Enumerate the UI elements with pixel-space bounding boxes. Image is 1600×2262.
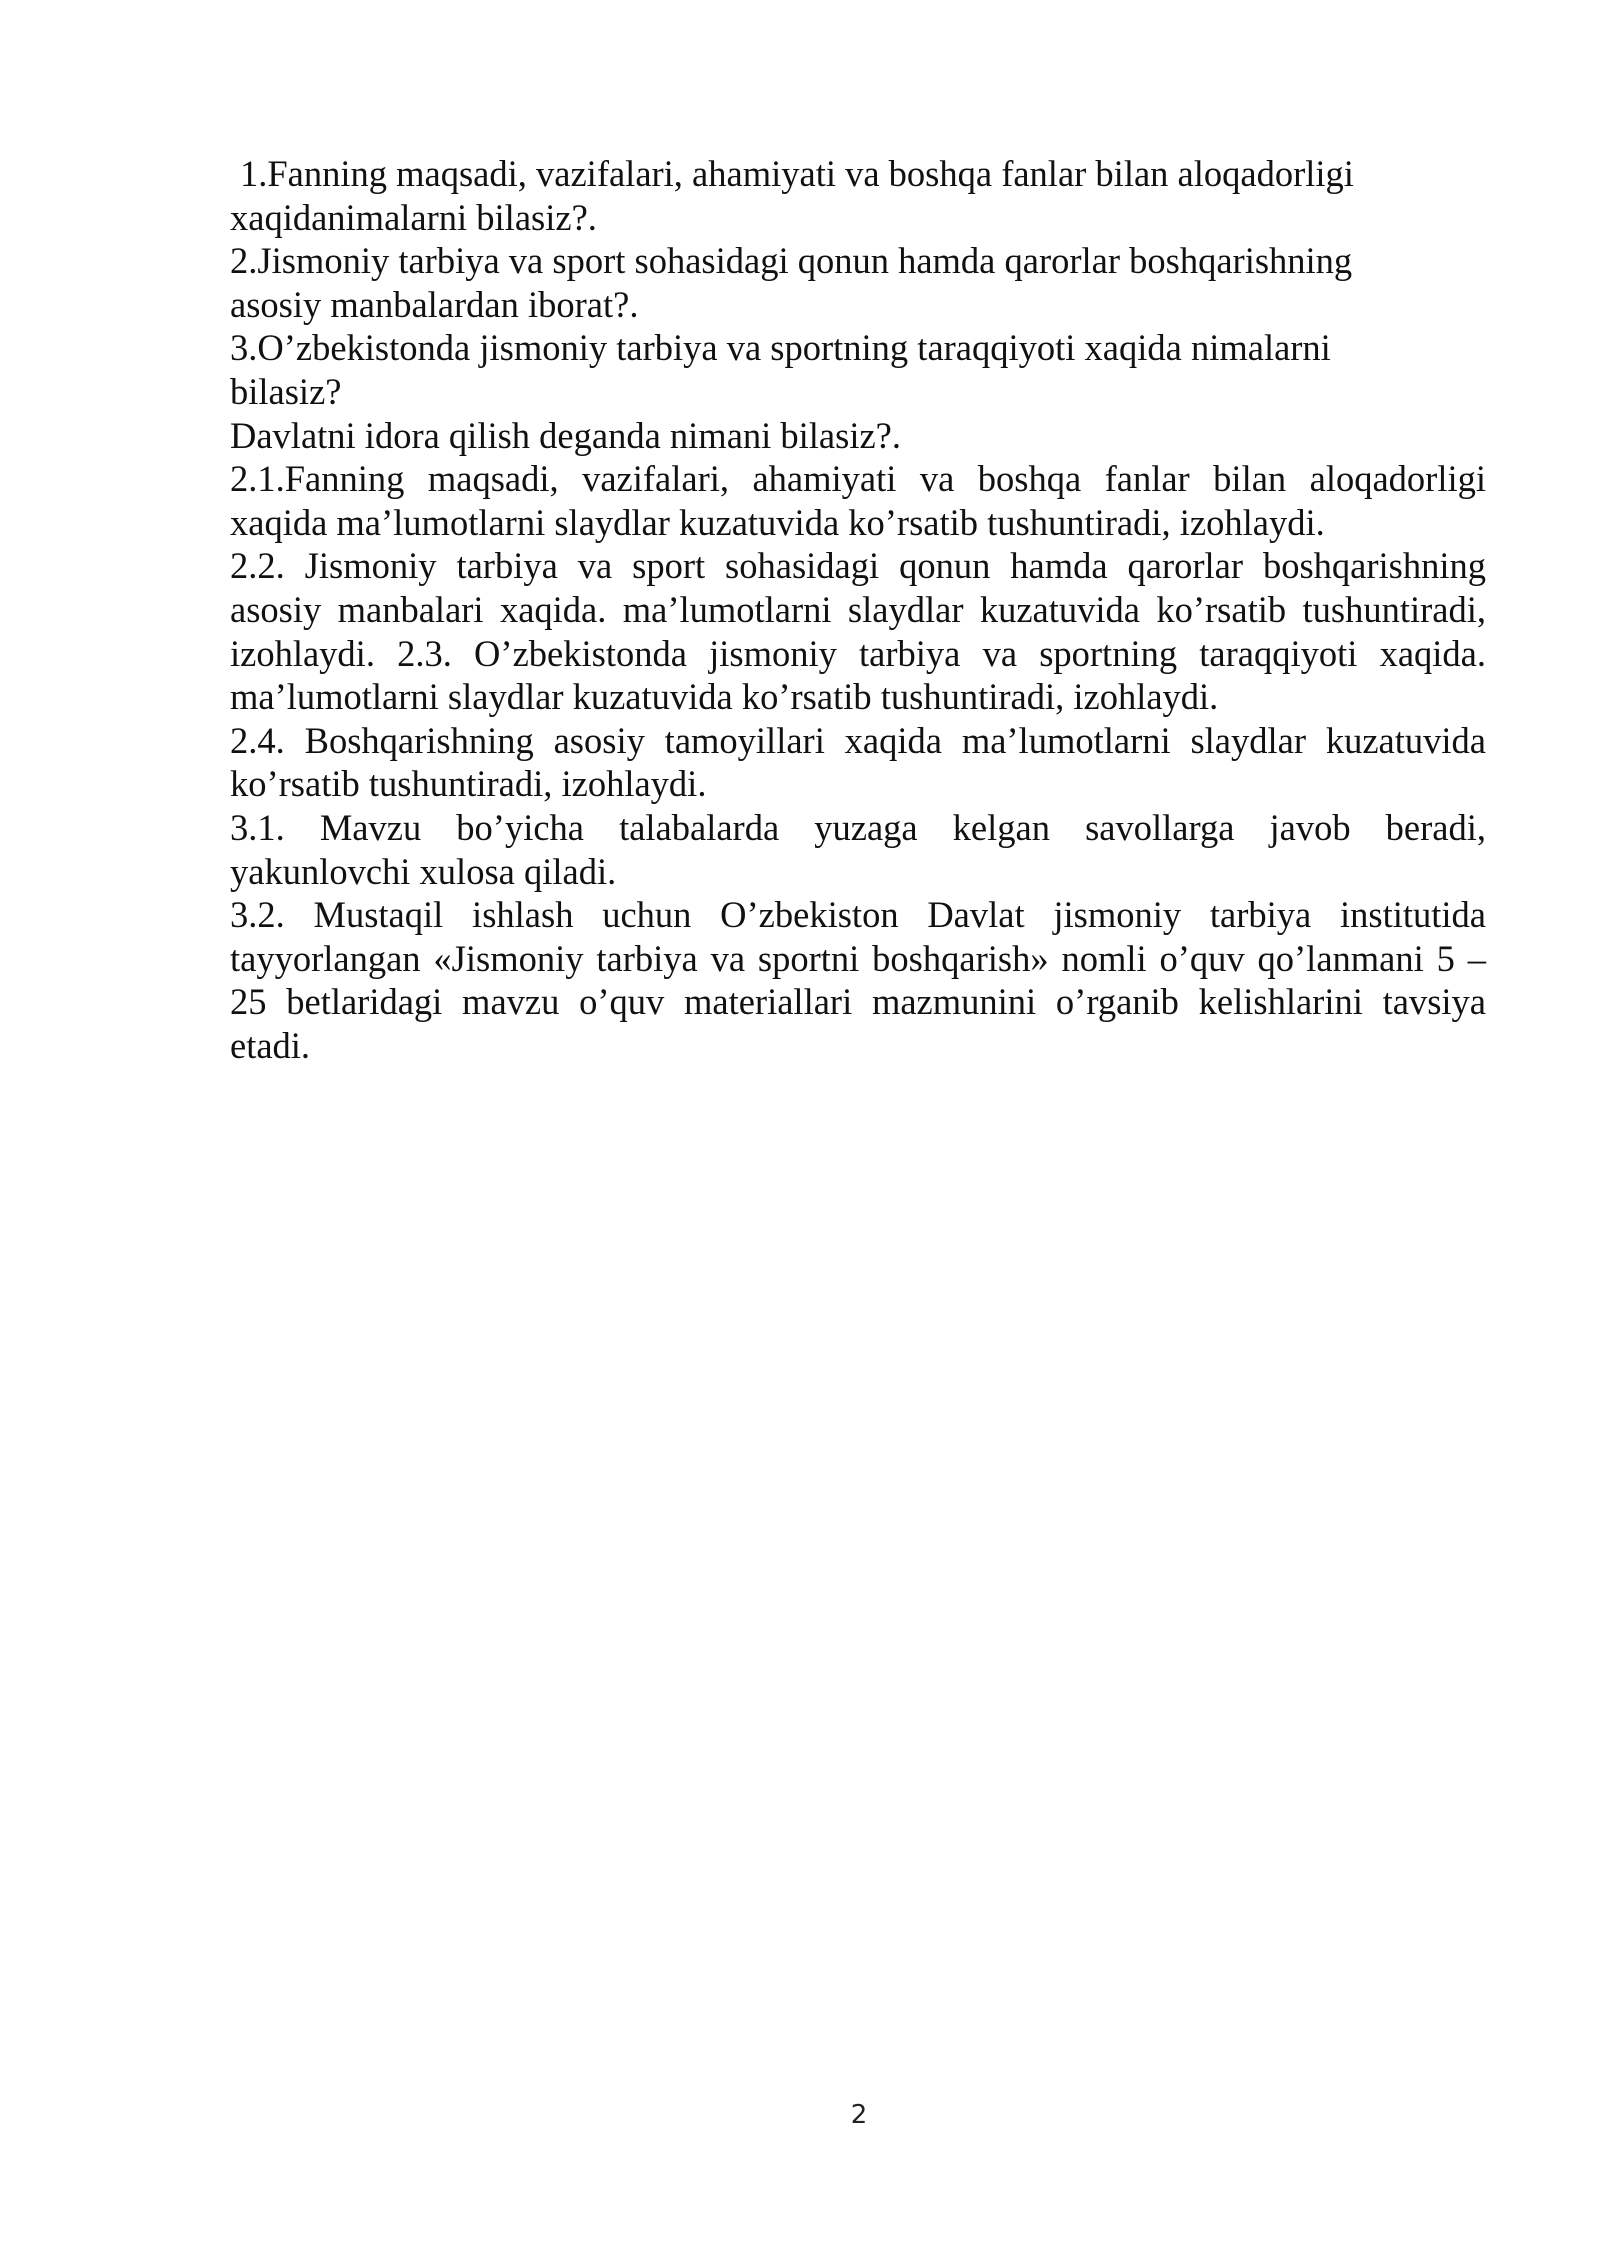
text-line: yakunlovchi xulosa qiladi. [230, 850, 617, 892]
text-line: etadi. [230, 1024, 311, 1066]
text-line: 2.2. Jismoniy tarbiya va sport sohasidagi qonun hamda qarorlar boshqarishning [230, 545, 1486, 587]
text-line: 3.1. Mavzu bo’yicha talabalarda yuzaga kelgan savollarga javob beradi, [230, 806, 1486, 848]
page-number: 2 [850, 2100, 868, 2130]
text-line: 3.2. Mustaqil ishlash uchun O’zbekiston Davlat jismoniy tarbiya institutida [230, 894, 1486, 936]
text-line: 25 betlaridagi mavzu o’quv materiallari mazmunini o’rganib kelishlarini tavsiya [230, 981, 1486, 1023]
document-body [230, 152, 1486, 1067]
text-line: asosiy manbalari xaqida. ma’lumotlarni slaydlar kuzatuvida ko’rsatib tushuntiradi, [230, 588, 1486, 630]
text-line: tayyorlangan «Jismoniy tarbiya va sportni boshqarish» nomli o’quv qo’lanmani 5 – [230, 937, 1486, 979]
text-line: 2.4. Boshqarishning asosiy tamoyillari xaqida ma’lumotlarni slaydlar kuzatuvida [230, 719, 1486, 761]
text-line: 3.O’zbekistonda jismoniy tarbiya va sportning taraqqiyoti xaqida nimalarni [230, 327, 1331, 369]
text-line: 2.1.Fanning maqsadi, vazifalari, ahamiyati va boshqa fanlar bilan aloqadorligi [230, 458, 1486, 500]
text-line: asosiy manbalardan iborat?. [230, 283, 639, 325]
text-line: Davlatni idora qilish deganda nimani bilasiz?. [230, 414, 902, 456]
text-line: ko’rsatib tushuntiradi, izohlaydi. [230, 763, 707, 805]
text-line: ma’lumotlarni slaydlar kuzatuvida ko’rsatib tushuntiradi, izohlaydi. [230, 676, 1219, 718]
text-line: xaqidanimalarni bilasiz?. [230, 196, 597, 238]
text-line: 2.Jismoniy tarbiya va sport sohasidagi qonun hamda qarorlar boshqarishning [230, 240, 1353, 282]
text-line: bilasiz? [230, 370, 342, 412]
text-line: 1.Fanning maqsadi, vazifalari, ahamiyati va boshqa fanlar bilan aloqadorligi [240, 153, 1354, 194]
text-line: izohlaydi. 2.3. O’zbekistonda jismoniy tarbiya va sportning taraqqiyoti xaqida. [230, 632, 1486, 674]
text-line: xaqida ma’lumotlarni slaydlar kuzatuvida ko’rsatib tushuntiradi, izohlaydi. [230, 501, 1325, 543]
